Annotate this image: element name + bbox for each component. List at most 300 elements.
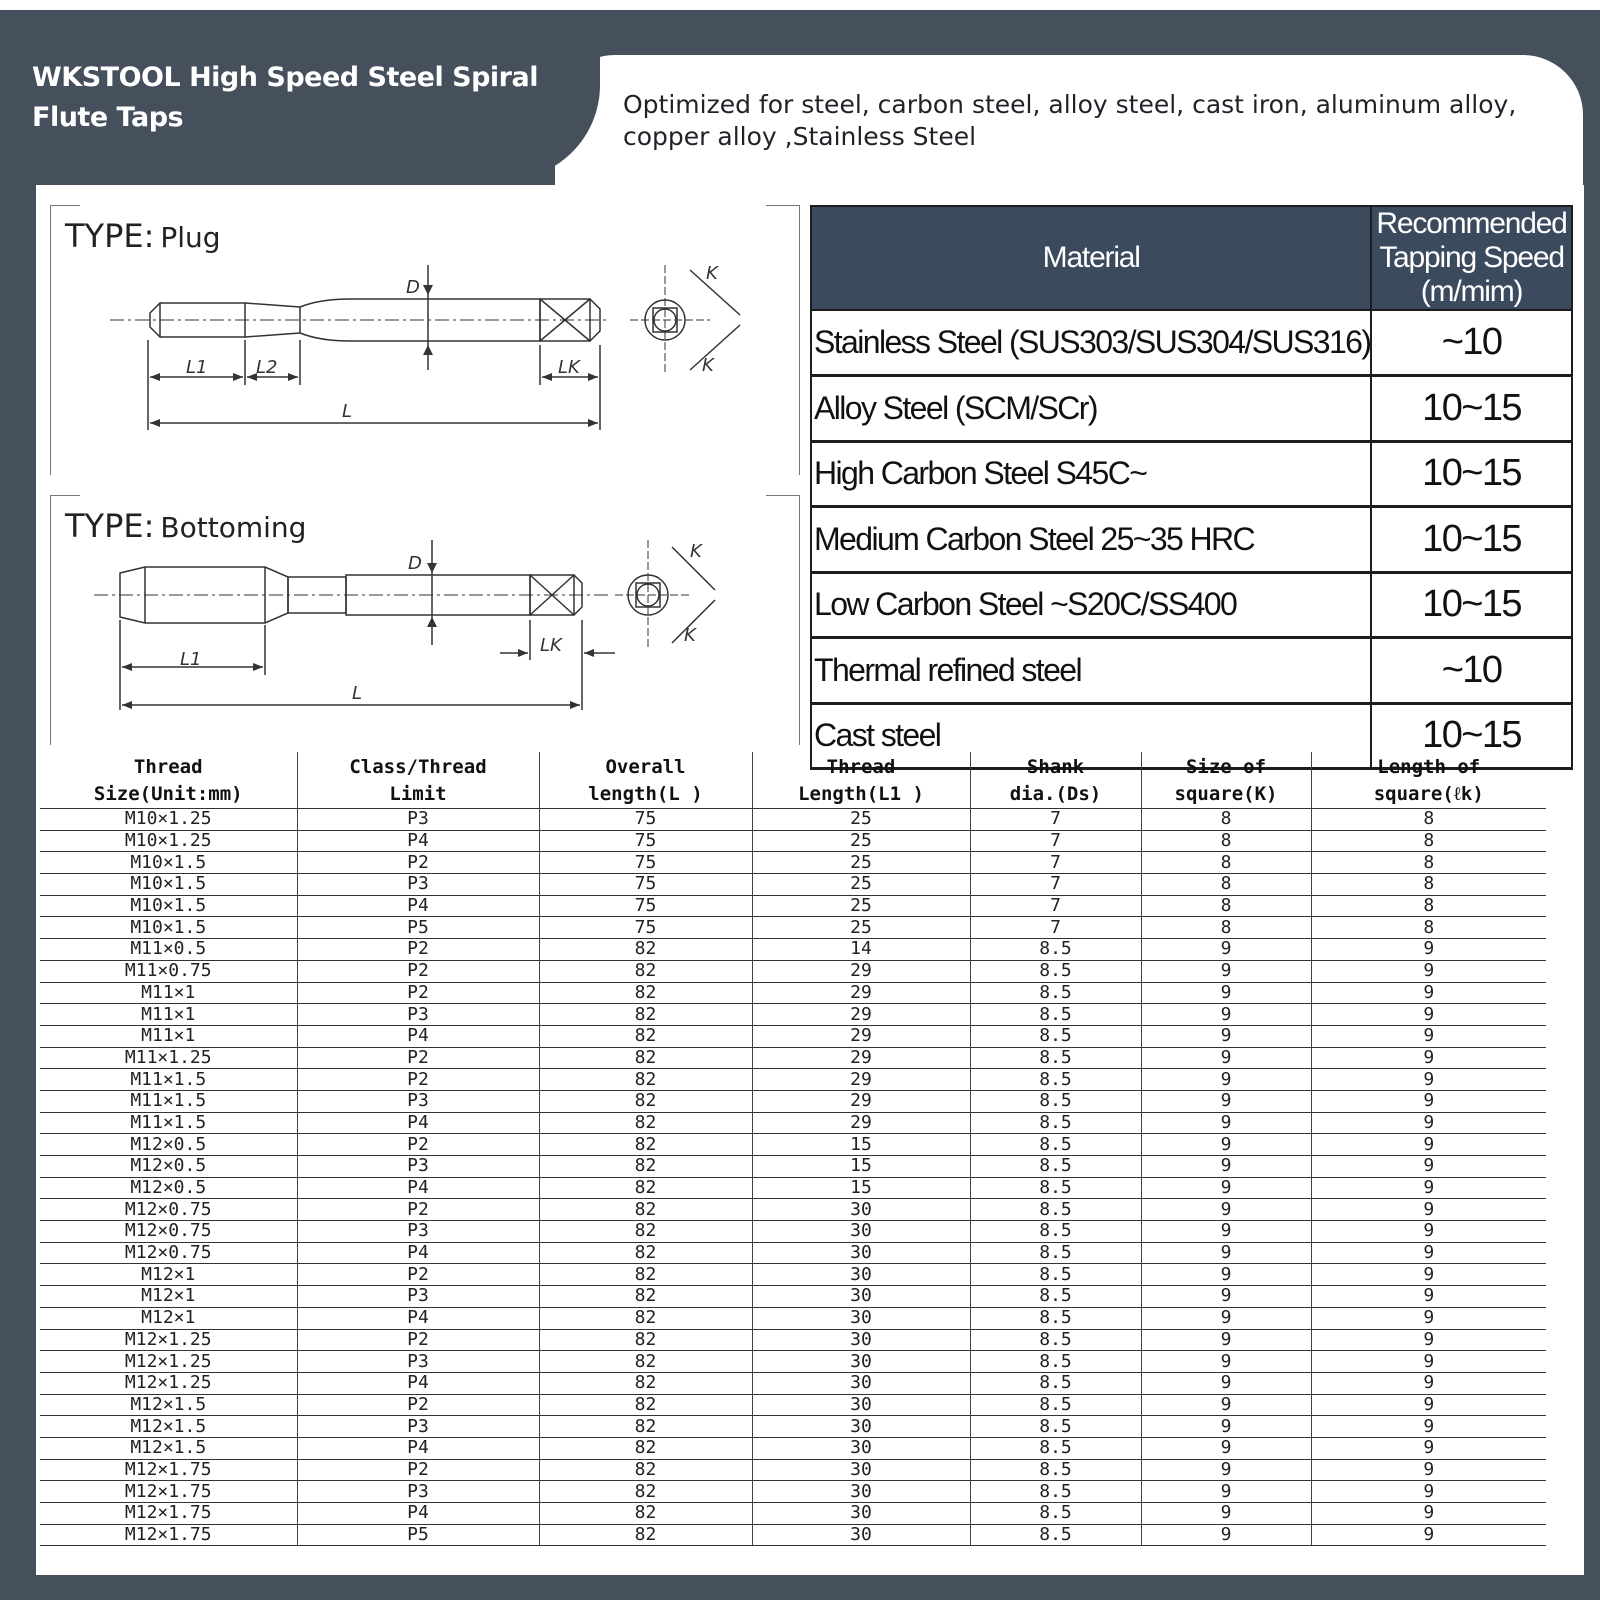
speed-cell: 10~15 bbox=[1371, 507, 1571, 573]
page-title: WKSTOOL High Speed Steel Spiral Flute Taps bbox=[32, 62, 538, 133]
table-cell: P2 bbox=[297, 1394, 539, 1416]
material-cell: Low Carbon Steel ~S20C/SS400 bbox=[811, 572, 1371, 638]
table-cell: 75 bbox=[539, 830, 752, 852]
table-cell: P4 bbox=[297, 830, 539, 852]
table-cell: 8.5 bbox=[970, 1307, 1141, 1329]
table-row bbox=[811, 507, 1572, 573]
spec-table-header bbox=[40, 752, 1546, 809]
table-cell: 8 bbox=[1311, 895, 1546, 917]
column-header bbox=[1311, 752, 1546, 809]
table-cell: 30 bbox=[752, 1351, 970, 1373]
table-cell: 82 bbox=[539, 1177, 752, 1199]
table-cell: 9 bbox=[1141, 1134, 1311, 1156]
table-cell: 30 bbox=[752, 1286, 970, 1308]
subtitle: Optimized for steel, carbon steel, alloy steel, cast iron, aluminum alloy, copper alloy ,Stainless Steel bbox=[623, 90, 1517, 151]
table-cell: 9 bbox=[1311, 1264, 1546, 1286]
table-cell: P4 bbox=[297, 1025, 539, 1047]
column-header-line: square(ℓk) bbox=[1373, 783, 1484, 805]
table-cell: P2 bbox=[297, 1329, 539, 1351]
speed-cell: ~10 bbox=[1371, 310, 1571, 376]
table-cell: 30 bbox=[752, 1481, 970, 1503]
table-cell: 9 bbox=[1311, 1004, 1546, 1026]
table-cell: 8.5 bbox=[970, 1524, 1141, 1546]
table-cell: 9 bbox=[1311, 1242, 1546, 1264]
table-cell: 8 bbox=[1141, 917, 1311, 939]
table-cell: 30 bbox=[752, 1242, 970, 1264]
table-cell: P2 bbox=[297, 982, 539, 1004]
table-cell: 8 bbox=[1141, 852, 1311, 874]
table-cell: 7 bbox=[970, 852, 1141, 874]
table-cell: P4 bbox=[297, 1503, 539, 1525]
table-cell: M12×0.5 bbox=[40, 1134, 297, 1156]
table-cell: P4 bbox=[297, 1307, 539, 1329]
table-cell: 75 bbox=[539, 809, 752, 831]
bottom-label-l1: L1 bbox=[180, 649, 202, 670]
table-cell: P3 bbox=[297, 1481, 539, 1503]
table-row bbox=[40, 1242, 1546, 1264]
table-cell: 82 bbox=[539, 1004, 752, 1026]
table-cell: 25 bbox=[752, 917, 970, 939]
table-cell: M12×0.5 bbox=[40, 1177, 297, 1199]
table-row bbox=[40, 960, 1546, 982]
table-row bbox=[40, 1503, 1546, 1525]
plug-label-k-top: K bbox=[706, 263, 718, 284]
table-row bbox=[40, 1524, 1546, 1546]
table-cell: 9 bbox=[1311, 1047, 1546, 1069]
table-cell: 9 bbox=[1141, 1025, 1311, 1047]
table-cell: 9 bbox=[1141, 1286, 1311, 1308]
table-cell: 9 bbox=[1311, 1221, 1546, 1243]
column-header-line: Length of bbox=[1377, 756, 1481, 778]
table-cell: 9 bbox=[1141, 1004, 1311, 1026]
table-cell: 9 bbox=[1141, 1112, 1311, 1134]
table-cell: M11×0.75 bbox=[40, 960, 297, 982]
table-cell: P2 bbox=[297, 1264, 539, 1286]
bottoming-tap-drawing bbox=[50, 495, 800, 745]
table-cell: P4 bbox=[297, 1437, 539, 1459]
table-cell: 7 bbox=[970, 917, 1141, 939]
table-cell: M10×1.5 bbox=[40, 852, 297, 874]
bottoming-diagram bbox=[50, 495, 800, 745]
column-header bbox=[297, 752, 539, 809]
table-cell: 82 bbox=[539, 1459, 752, 1481]
table-cell: 7 bbox=[970, 895, 1141, 917]
table-cell: 9 bbox=[1311, 1156, 1546, 1178]
table-cell: 9 bbox=[1141, 1047, 1311, 1069]
table-cell: 9 bbox=[1311, 1437, 1546, 1459]
table-cell: P2 bbox=[297, 1047, 539, 1069]
plug-label-l1: L1 bbox=[186, 357, 208, 378]
table-cell: 8.5 bbox=[970, 939, 1141, 961]
table-cell: 8 bbox=[1311, 809, 1546, 831]
table-cell: 30 bbox=[752, 1459, 970, 1481]
table-cell: 82 bbox=[539, 1047, 752, 1069]
table-cell: 9 bbox=[1311, 1459, 1546, 1481]
table-row bbox=[40, 917, 1546, 939]
table-row bbox=[811, 638, 1572, 704]
table-cell: 82 bbox=[539, 1351, 752, 1373]
table-cell: P2 bbox=[297, 852, 539, 874]
material-cell: Stainless Steel (SUS303/SUS304/SUS316) bbox=[811, 310, 1371, 376]
table-cell: 8 bbox=[1141, 830, 1311, 852]
column-header-line: Class/Thread bbox=[349, 756, 487, 778]
table-cell: 9 bbox=[1141, 1481, 1311, 1503]
speed-cell: 10~15 bbox=[1371, 572, 1571, 638]
table-cell: M12×1.75 bbox=[40, 1503, 297, 1525]
table-cell: M11×1 bbox=[40, 1004, 297, 1026]
specification-table bbox=[40, 752, 1546, 1546]
table-cell: 8 bbox=[1311, 830, 1546, 852]
table-cell: 9 bbox=[1141, 1394, 1311, 1416]
column-header bbox=[40, 752, 297, 809]
table-row bbox=[40, 1199, 1546, 1221]
table-row bbox=[40, 1004, 1546, 1026]
table-cell: 8.5 bbox=[970, 1481, 1141, 1503]
table-cell: 9 bbox=[1141, 1416, 1311, 1438]
table-cell: P3 bbox=[297, 1004, 539, 1026]
table-cell: 9 bbox=[1141, 1090, 1311, 1112]
speed-cell: 10~15 bbox=[1371, 703, 1571, 769]
table-cell: P3 bbox=[297, 1221, 539, 1243]
table-cell: P2 bbox=[297, 1459, 539, 1481]
table-cell: 9 bbox=[1311, 1090, 1546, 1112]
table-row bbox=[40, 874, 1546, 896]
table-cell: 8.5 bbox=[970, 982, 1141, 1004]
table-cell: P2 bbox=[297, 1069, 539, 1091]
table-cell: 8.5 bbox=[970, 1069, 1141, 1091]
column-header-line: square(K) bbox=[1174, 783, 1278, 805]
table-cell: 8 bbox=[1311, 917, 1546, 939]
table-cell: 8.5 bbox=[970, 1134, 1141, 1156]
table-row bbox=[40, 1286, 1546, 1308]
table-cell: M10×1.5 bbox=[40, 874, 297, 896]
table-cell: M12×1.25 bbox=[40, 1372, 297, 1394]
material-cell: Medium Carbon Steel 25~35 HRC bbox=[811, 507, 1371, 573]
table-cell: 9 bbox=[1311, 1199, 1546, 1221]
table-cell: 8.5 bbox=[970, 960, 1141, 982]
table-cell: 8.5 bbox=[970, 1156, 1141, 1178]
table-cell: M11×1 bbox=[40, 982, 297, 1004]
table-cell: 9 bbox=[1141, 1242, 1311, 1264]
table-cell: 82 bbox=[539, 1134, 752, 1156]
table-cell: 8 bbox=[1311, 874, 1546, 896]
table-cell: 7 bbox=[970, 809, 1141, 831]
table-cell: 8 bbox=[1141, 874, 1311, 896]
table-cell: 29 bbox=[752, 1090, 970, 1112]
table-cell: 29 bbox=[752, 1112, 970, 1134]
table-row bbox=[40, 830, 1546, 852]
table-row bbox=[811, 376, 1572, 442]
material-cell: High Carbon Steel S45C~ bbox=[811, 441, 1371, 507]
table-cell: 9 bbox=[1311, 1025, 1546, 1047]
table-row bbox=[40, 895, 1546, 917]
table-row bbox=[40, 1329, 1546, 1351]
table-cell: 8 bbox=[1141, 895, 1311, 917]
table-cell: 82 bbox=[539, 1394, 752, 1416]
table-cell: M12×1.75 bbox=[40, 1459, 297, 1481]
table-cell: 8.5 bbox=[970, 1437, 1141, 1459]
material-cell: Alloy Steel (SCM/SCr) bbox=[811, 376, 1371, 442]
table-cell: M12×1 bbox=[40, 1307, 297, 1329]
table-row bbox=[40, 1459, 1546, 1481]
table-cell: 82 bbox=[539, 1372, 752, 1394]
table-row bbox=[40, 1394, 1546, 1416]
table-cell: 82 bbox=[539, 960, 752, 982]
column-header-line: length(L ) bbox=[588, 783, 703, 805]
table-cell: 30 bbox=[752, 1372, 970, 1394]
table-cell: M12×1.5 bbox=[40, 1394, 297, 1416]
table-cell: 8.5 bbox=[970, 1112, 1141, 1134]
table-cell: 9 bbox=[1141, 1459, 1311, 1481]
table-cell: P2 bbox=[297, 939, 539, 961]
table-cell: M12×0.75 bbox=[40, 1221, 297, 1243]
table-cell: 75 bbox=[539, 852, 752, 874]
table-cell: 9 bbox=[1141, 960, 1311, 982]
material-cell: Thermal refined steel bbox=[811, 638, 1371, 704]
table-cell: 29 bbox=[752, 1004, 970, 1026]
bottom-label-lk: LK bbox=[540, 635, 562, 656]
plug-tap-drawing bbox=[50, 205, 800, 475]
material-cell: Cast steel bbox=[811, 703, 1371, 769]
table-cell: 82 bbox=[539, 939, 752, 961]
speed-cell: 10~15 bbox=[1371, 376, 1571, 442]
bottom-label-k-top: K bbox=[690, 541, 702, 562]
table-cell: 82 bbox=[539, 1025, 752, 1047]
table-cell: P2 bbox=[297, 1199, 539, 1221]
table-cell: P3 bbox=[297, 1090, 539, 1112]
table-cell: 30 bbox=[752, 1524, 970, 1546]
table-row bbox=[40, 1372, 1546, 1394]
table-cell: 9 bbox=[1141, 1503, 1311, 1525]
table-cell: 9 bbox=[1311, 1351, 1546, 1373]
table-cell: 29 bbox=[752, 982, 970, 1004]
table-cell: 8.5 bbox=[970, 1047, 1141, 1069]
table-cell: 30 bbox=[752, 1437, 970, 1459]
table-row bbox=[40, 1221, 1546, 1243]
column-header-line: Limit bbox=[389, 783, 447, 805]
table-cell: 8.5 bbox=[970, 1416, 1141, 1438]
bottom-label-d: D bbox=[408, 553, 422, 574]
table-cell: 29 bbox=[752, 1025, 970, 1047]
table-cell: P5 bbox=[297, 917, 539, 939]
table-cell: M10×1.5 bbox=[40, 917, 297, 939]
type-value: Bottoming bbox=[160, 511, 307, 544]
table-cell: 82 bbox=[539, 982, 752, 1004]
column-header-line: dia.(Ds) bbox=[1009, 783, 1102, 805]
table-cell: 75 bbox=[539, 874, 752, 896]
table-cell: 82 bbox=[539, 1524, 752, 1546]
table-cell: 9 bbox=[1141, 1069, 1311, 1091]
column-header-line: Size(Unit:mm) bbox=[93, 783, 243, 805]
table-cell: 9 bbox=[1311, 1481, 1546, 1503]
table-cell: 9 bbox=[1311, 1069, 1546, 1091]
table-cell: 82 bbox=[539, 1307, 752, 1329]
table-cell: 8.5 bbox=[970, 1372, 1141, 1394]
table-cell: 9 bbox=[1141, 1372, 1311, 1394]
table-cell: 9 bbox=[1311, 1286, 1546, 1308]
table-cell: 82 bbox=[539, 1156, 752, 1178]
table-row bbox=[40, 1481, 1546, 1503]
table-row bbox=[40, 1112, 1546, 1134]
table-cell: M11×1 bbox=[40, 1025, 297, 1047]
table-cell: 9 bbox=[1311, 1416, 1546, 1438]
table-row bbox=[811, 572, 1572, 638]
column-header bbox=[539, 752, 752, 809]
table-cell: 8.5 bbox=[970, 1503, 1141, 1525]
tapping-speed-table bbox=[810, 205, 1573, 770]
table-cell: 82 bbox=[539, 1242, 752, 1264]
table-cell: 9 bbox=[1311, 1112, 1546, 1134]
table-cell: 14 bbox=[752, 939, 970, 961]
plug-label-l: L bbox=[342, 401, 353, 422]
table-row bbox=[40, 852, 1546, 874]
header-speed: Recommended Tapping Speed (m/mim) bbox=[1371, 206, 1571, 310]
table-cell: M12×1 bbox=[40, 1286, 297, 1308]
table-cell: 9 bbox=[1311, 982, 1546, 1004]
table-cell: P4 bbox=[297, 1177, 539, 1199]
table-cell: 8 bbox=[1311, 852, 1546, 874]
bottom-label-l: L bbox=[352, 683, 363, 704]
table-cell: 9 bbox=[1141, 1264, 1311, 1286]
column-header-line: Shank bbox=[1026, 756, 1085, 778]
column-header-line: Length(L1 ) bbox=[798, 783, 924, 805]
table-cell: 8.5 bbox=[970, 1459, 1141, 1481]
table-cell: 9 bbox=[1141, 1329, 1311, 1351]
speed-cell: 10~15 bbox=[1371, 441, 1571, 507]
table-cell: 30 bbox=[752, 1503, 970, 1525]
table-cell: 30 bbox=[752, 1394, 970, 1416]
table-row bbox=[40, 809, 1546, 831]
table-cell: P2 bbox=[297, 960, 539, 982]
table-cell: 29 bbox=[752, 1047, 970, 1069]
table-cell: 9 bbox=[1141, 1156, 1311, 1178]
table-cell: M10×1.25 bbox=[40, 830, 297, 852]
table-cell: P4 bbox=[297, 1242, 539, 1264]
table-cell: 8.5 bbox=[970, 1329, 1141, 1351]
table-cell: 25 bbox=[752, 895, 970, 917]
table-cell: M10×1.5 bbox=[40, 895, 297, 917]
table-cell: 9 bbox=[1311, 1394, 1546, 1416]
table-row bbox=[40, 939, 1546, 961]
table-cell: 25 bbox=[752, 852, 970, 874]
table-cell: 8.5 bbox=[970, 1199, 1141, 1221]
table-cell: 25 bbox=[752, 874, 970, 896]
header-material: Material bbox=[811, 206, 1371, 310]
plug-diagram bbox=[50, 205, 800, 475]
table-row bbox=[40, 1025, 1546, 1047]
table-cell: M12×1 bbox=[40, 1264, 297, 1286]
table-cell: M12×1.5 bbox=[40, 1437, 297, 1459]
table-cell: 25 bbox=[752, 809, 970, 831]
table-cell: 8.5 bbox=[970, 1177, 1141, 1199]
table-cell: 8.5 bbox=[970, 1264, 1141, 1286]
table-cell: 8.5 bbox=[970, 1286, 1141, 1308]
table-cell: M12×1.75 bbox=[40, 1524, 297, 1546]
bottom-label-k-bottom: K bbox=[684, 625, 696, 646]
table-cell: 8.5 bbox=[970, 1090, 1141, 1112]
table-cell: P4 bbox=[297, 1372, 539, 1394]
table-cell: 82 bbox=[539, 1416, 752, 1438]
table-cell: M12×0.75 bbox=[40, 1199, 297, 1221]
table-cell: 8 bbox=[1141, 809, 1311, 831]
table-row bbox=[40, 1069, 1546, 1091]
plug-label-l2: L2 bbox=[256, 357, 278, 378]
table-cell: P3 bbox=[297, 874, 539, 896]
column-header-line: Thread bbox=[133, 756, 203, 778]
table-cell: 8.5 bbox=[970, 1004, 1141, 1026]
table-cell: 75 bbox=[539, 917, 752, 939]
plug-label-lk: LK bbox=[558, 357, 580, 378]
table-cell: M11×1.5 bbox=[40, 1112, 297, 1134]
table-cell: 9 bbox=[1141, 1351, 1311, 1373]
speed-table-header bbox=[811, 206, 1572, 310]
table-cell: 7 bbox=[970, 830, 1141, 852]
table-cell: 82 bbox=[539, 1069, 752, 1091]
table-cell: M12×1.75 bbox=[40, 1481, 297, 1503]
table-row bbox=[40, 1416, 1546, 1438]
table-cell: M11×1.5 bbox=[40, 1090, 297, 1112]
table-row bbox=[40, 1264, 1546, 1286]
table-cell: 9 bbox=[1311, 1503, 1546, 1525]
table-cell: M12×0.75 bbox=[40, 1242, 297, 1264]
table-cell: 75 bbox=[539, 895, 752, 917]
table-cell: 8.5 bbox=[970, 1242, 1141, 1264]
table-cell: 9 bbox=[1141, 982, 1311, 1004]
table-cell: 8.5 bbox=[970, 1351, 1141, 1373]
top-band bbox=[0, 0, 1600, 10]
type-value: Plug bbox=[160, 221, 221, 254]
table-cell: P3 bbox=[297, 1416, 539, 1438]
table-cell: M12×1.25 bbox=[40, 1351, 297, 1373]
table-cell: 30 bbox=[752, 1329, 970, 1351]
table-cell: P2 bbox=[297, 1134, 539, 1156]
table-cell: 7 bbox=[970, 874, 1141, 896]
table-cell: M10×1.25 bbox=[40, 809, 297, 831]
column-header bbox=[1141, 752, 1311, 809]
type-prefix: TYPE: bbox=[65, 507, 155, 545]
column-header bbox=[752, 752, 970, 809]
table-cell: 9 bbox=[1311, 1524, 1546, 1546]
title-area bbox=[0, 10, 600, 180]
column-header-line: Overall bbox=[605, 756, 686, 778]
table-cell: 82 bbox=[539, 1503, 752, 1525]
table-row bbox=[40, 1134, 1546, 1156]
table-cell: 30 bbox=[752, 1264, 970, 1286]
table-cell: 9 bbox=[1311, 1307, 1546, 1329]
table-cell: 9 bbox=[1311, 1134, 1546, 1156]
table-row bbox=[40, 1437, 1546, 1459]
table-cell: 82 bbox=[539, 1481, 752, 1503]
table-cell: M12×0.5 bbox=[40, 1156, 297, 1178]
table-cell: 9 bbox=[1141, 939, 1311, 961]
table-cell: P4 bbox=[297, 1112, 539, 1134]
table-cell: M11×1.5 bbox=[40, 1069, 297, 1091]
table-cell: 8.5 bbox=[970, 1221, 1141, 1243]
table-cell: 8.5 bbox=[970, 1394, 1141, 1416]
table-cell: M11×1.25 bbox=[40, 1047, 297, 1069]
table-cell: 9 bbox=[1141, 1221, 1311, 1243]
column-header bbox=[970, 752, 1141, 809]
table-cell: 9 bbox=[1311, 1177, 1546, 1199]
table-cell: 15 bbox=[752, 1134, 970, 1156]
table-cell: 30 bbox=[752, 1307, 970, 1329]
column-header-line: Size of bbox=[1185, 756, 1267, 778]
table-cell: 9 bbox=[1311, 1372, 1546, 1394]
table-cell: 9 bbox=[1141, 1524, 1311, 1546]
table-row bbox=[40, 1047, 1546, 1069]
table-cell: 8.5 bbox=[970, 1025, 1141, 1047]
table-cell: 15 bbox=[752, 1177, 970, 1199]
